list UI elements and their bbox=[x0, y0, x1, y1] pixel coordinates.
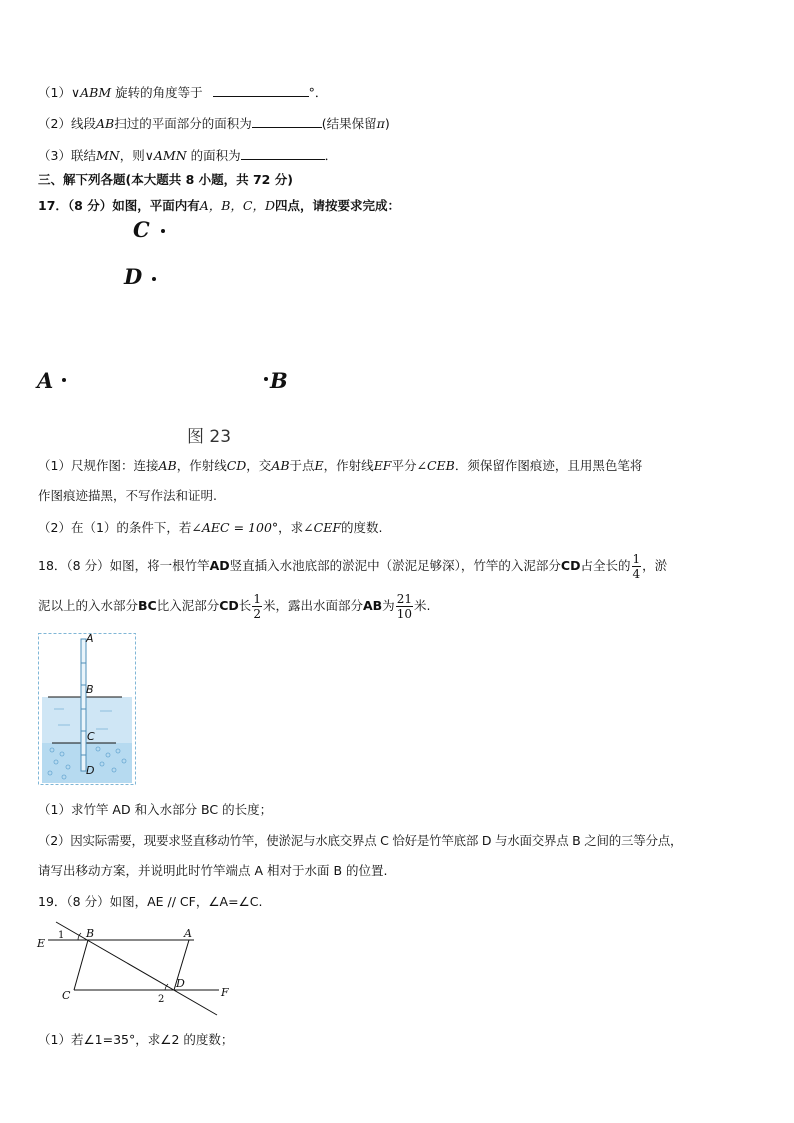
q18-line2-f: 米. bbox=[413, 598, 431, 613]
q17-point-c-label: C bbox=[133, 217, 150, 242]
q17-part1 bbox=[38, 457, 642, 475]
q18-bamboo-figure bbox=[38, 633, 138, 787]
fig19-label-e: E bbox=[37, 937, 46, 950]
q18-fraction-21-10 bbox=[396, 592, 413, 621]
q18-line1-ad: AD bbox=[209, 558, 230, 573]
q18-line2-ab: AB bbox=[362, 598, 383, 613]
bamboo-pole bbox=[81, 639, 86, 771]
q17-point-a-label: A bbox=[37, 368, 54, 393]
q16-part2-text-a: 线段 bbox=[70, 116, 96, 131]
fig19-label-a: A bbox=[184, 927, 192, 940]
q18-fraction-half-den: 2 bbox=[253, 607, 261, 621]
q17-points: A，B，C，D bbox=[199, 198, 276, 213]
fig19-label-f: F bbox=[221, 986, 229, 999]
q18-fraction-quarter-num: 1 bbox=[632, 552, 641, 566]
q17-point-b-dot bbox=[264, 377, 268, 381]
q18-line2-b: 比入泥部分 bbox=[156, 598, 220, 613]
q17-part2-c: 的度数. bbox=[341, 520, 383, 535]
q16-part2 bbox=[38, 113, 390, 133]
q17-part1-g: ．须保留作图痕迹，且用黑色笔将 bbox=[454, 458, 643, 473]
q18-line2-c: 长 bbox=[238, 598, 252, 613]
q16-part1 bbox=[38, 82, 327, 102]
q17-part1-m5: EF bbox=[373, 458, 392, 473]
fig19-label-2: 2 bbox=[158, 994, 165, 1005]
q18-fraction-half-num: 1 bbox=[253, 592, 261, 606]
q18-part1: （1）求竹竿 AD 和入水部分 BC 的长度； bbox=[38, 802, 273, 817]
q18-line1-d: ，淤 bbox=[642, 558, 668, 573]
q18-line2 bbox=[38, 592, 430, 621]
q17-point-a-dot bbox=[62, 378, 66, 382]
q17-part1-d: 于点 bbox=[289, 458, 315, 473]
q19-part1: （1）若∠1=35°，求∠2 的度数； bbox=[38, 1032, 234, 1047]
q17-point-d-dot bbox=[152, 277, 156, 281]
fig18-label-a: A bbox=[86, 633, 94, 645]
q17-part1-c: ，交 bbox=[246, 458, 272, 473]
fig19-label-1: 1 bbox=[58, 930, 65, 941]
q16-part3-end: ． bbox=[324, 148, 338, 163]
q18-line1-b: 竖直插入水池底部的淤泥中（淤泥足够深），竹竿的入泥部分 bbox=[229, 558, 561, 573]
q19-heading: 19．（8 分）如图，AE // CF，∠A=∠C. bbox=[38, 894, 263, 909]
q16-part3-text-b: ，则 bbox=[119, 148, 145, 163]
fig18-label-d: D bbox=[86, 764, 95, 777]
q18-line2-cd: CD bbox=[219, 598, 239, 613]
q17-part1-m6: ∠CEB bbox=[416, 458, 455, 473]
q16-part2-close: ) bbox=[384, 116, 390, 131]
q16-part2-text-b: 扫过的平面部分的面积为 bbox=[114, 116, 252, 131]
q17-heading bbox=[38, 197, 400, 215]
q18-line2-e: 为 bbox=[382, 598, 395, 613]
q17-part1-f: 平分 bbox=[391, 458, 417, 473]
q17-heading-end: 四点，请按要求完成： bbox=[275, 198, 401, 213]
q18-part2-line2: 请写出移动方案，并说明此时竹竿端点 A 相对于水面 B 的位置. bbox=[38, 863, 388, 878]
q17-part1-m1: AB bbox=[158, 458, 177, 473]
q18-line2-d: 米，露出水面部分 bbox=[262, 598, 363, 613]
q16-part1-text: 旋转的角度等于 bbox=[111, 85, 203, 100]
q16-part1-label: （1） bbox=[38, 85, 71, 100]
q17-part1-m3: AB bbox=[271, 458, 290, 473]
fig19-label-b: B bbox=[86, 927, 95, 940]
q16-part3 bbox=[38, 145, 337, 165]
q17-part2-b: ，求 bbox=[278, 520, 304, 535]
q16-part2-pi: π bbox=[376, 116, 385, 131]
q16-part3-math1: MN bbox=[95, 148, 120, 163]
q17-heading-text: 17．（8 分）如图，平面内有 bbox=[38, 198, 200, 213]
q16-part2-label: （2） bbox=[38, 116, 71, 131]
q18-line1-cd: CD bbox=[560, 558, 581, 573]
q17-point-b-label: B bbox=[270, 368, 288, 393]
fig18-label-c: C bbox=[87, 730, 95, 743]
q17-part2-m1: ∠AEC = 100° bbox=[191, 520, 279, 535]
q16-part1-blank bbox=[213, 82, 309, 97]
segment-bc bbox=[74, 940, 88, 990]
q16-part2-blank bbox=[252, 113, 322, 128]
q18-part2-line1: （2）因实际需要，现要求竖直移动竹竿，使淤泥与水底交界点 C 恰好是竹竿底部 D 与水面交界点 B 之间的三等分点， bbox=[38, 833, 683, 848]
fig19-label-c: C bbox=[62, 989, 71, 1002]
fig18-label-b: B bbox=[86, 683, 94, 696]
q17-point-c-dot bbox=[161, 229, 165, 233]
q19-parallel-figure bbox=[34, 918, 244, 1018]
q18-fraction-21-10-num: 21 bbox=[396, 592, 412, 606]
q18-line2-a: 泥以上的入水部分 bbox=[38, 598, 139, 613]
q16-part3-math2: ∨AMN bbox=[144, 148, 187, 163]
q17-part1-m4: E bbox=[314, 458, 324, 473]
q16-part1-math: ∨ABM bbox=[70, 85, 112, 100]
q16-part3-text-a: 联结 bbox=[70, 148, 96, 163]
q17-part2-m2: ∠CEF bbox=[303, 520, 341, 535]
q17-part1-m2: CD bbox=[226, 458, 247, 473]
figure-23-caption: 图 23 bbox=[187, 427, 232, 447]
q16-part3-blank bbox=[241, 145, 325, 160]
q16-part3-text-c: 的面积为 bbox=[186, 148, 241, 163]
q17-part1-a: （1）尺规作图：连接 bbox=[38, 458, 159, 473]
q16-part1-end: °． bbox=[308, 85, 328, 100]
fig19-label-d: D bbox=[176, 977, 185, 990]
q18-line1 bbox=[38, 552, 667, 581]
q17-part2 bbox=[38, 519, 382, 537]
q17-part1-e: ，作射线 bbox=[323, 458, 374, 473]
section-heading: 三、解下列各题(本大题共 8 小题，共 72 分) bbox=[38, 172, 293, 187]
q18-line2-bc: BC bbox=[138, 598, 157, 613]
q18-line1-a: 18．（8 分）如图，将一根竹竿 bbox=[38, 558, 210, 573]
q18-line1-c: 占全长的 bbox=[580, 558, 631, 573]
q17-part2-a: （2）在（1）的条件下，若 bbox=[38, 520, 192, 535]
q17-point-d-label: D bbox=[124, 264, 143, 289]
q17-part1-line2: 作图痕迹描黑，不写作法和证明. bbox=[38, 488, 217, 503]
q16-part2-math: AB bbox=[95, 116, 115, 131]
q17-part1-b: ，作射线 bbox=[176, 458, 227, 473]
q16-part2-end: (结果保留 bbox=[321, 116, 377, 131]
q18-fraction-quarter-den: 4 bbox=[632, 567, 641, 581]
q18-fraction-half bbox=[252, 592, 262, 621]
q18-fraction-21-10-den: 10 bbox=[396, 607, 412, 621]
q18-fraction-quarter bbox=[632, 552, 642, 581]
q16-part3-label: （3） bbox=[38, 148, 71, 163]
